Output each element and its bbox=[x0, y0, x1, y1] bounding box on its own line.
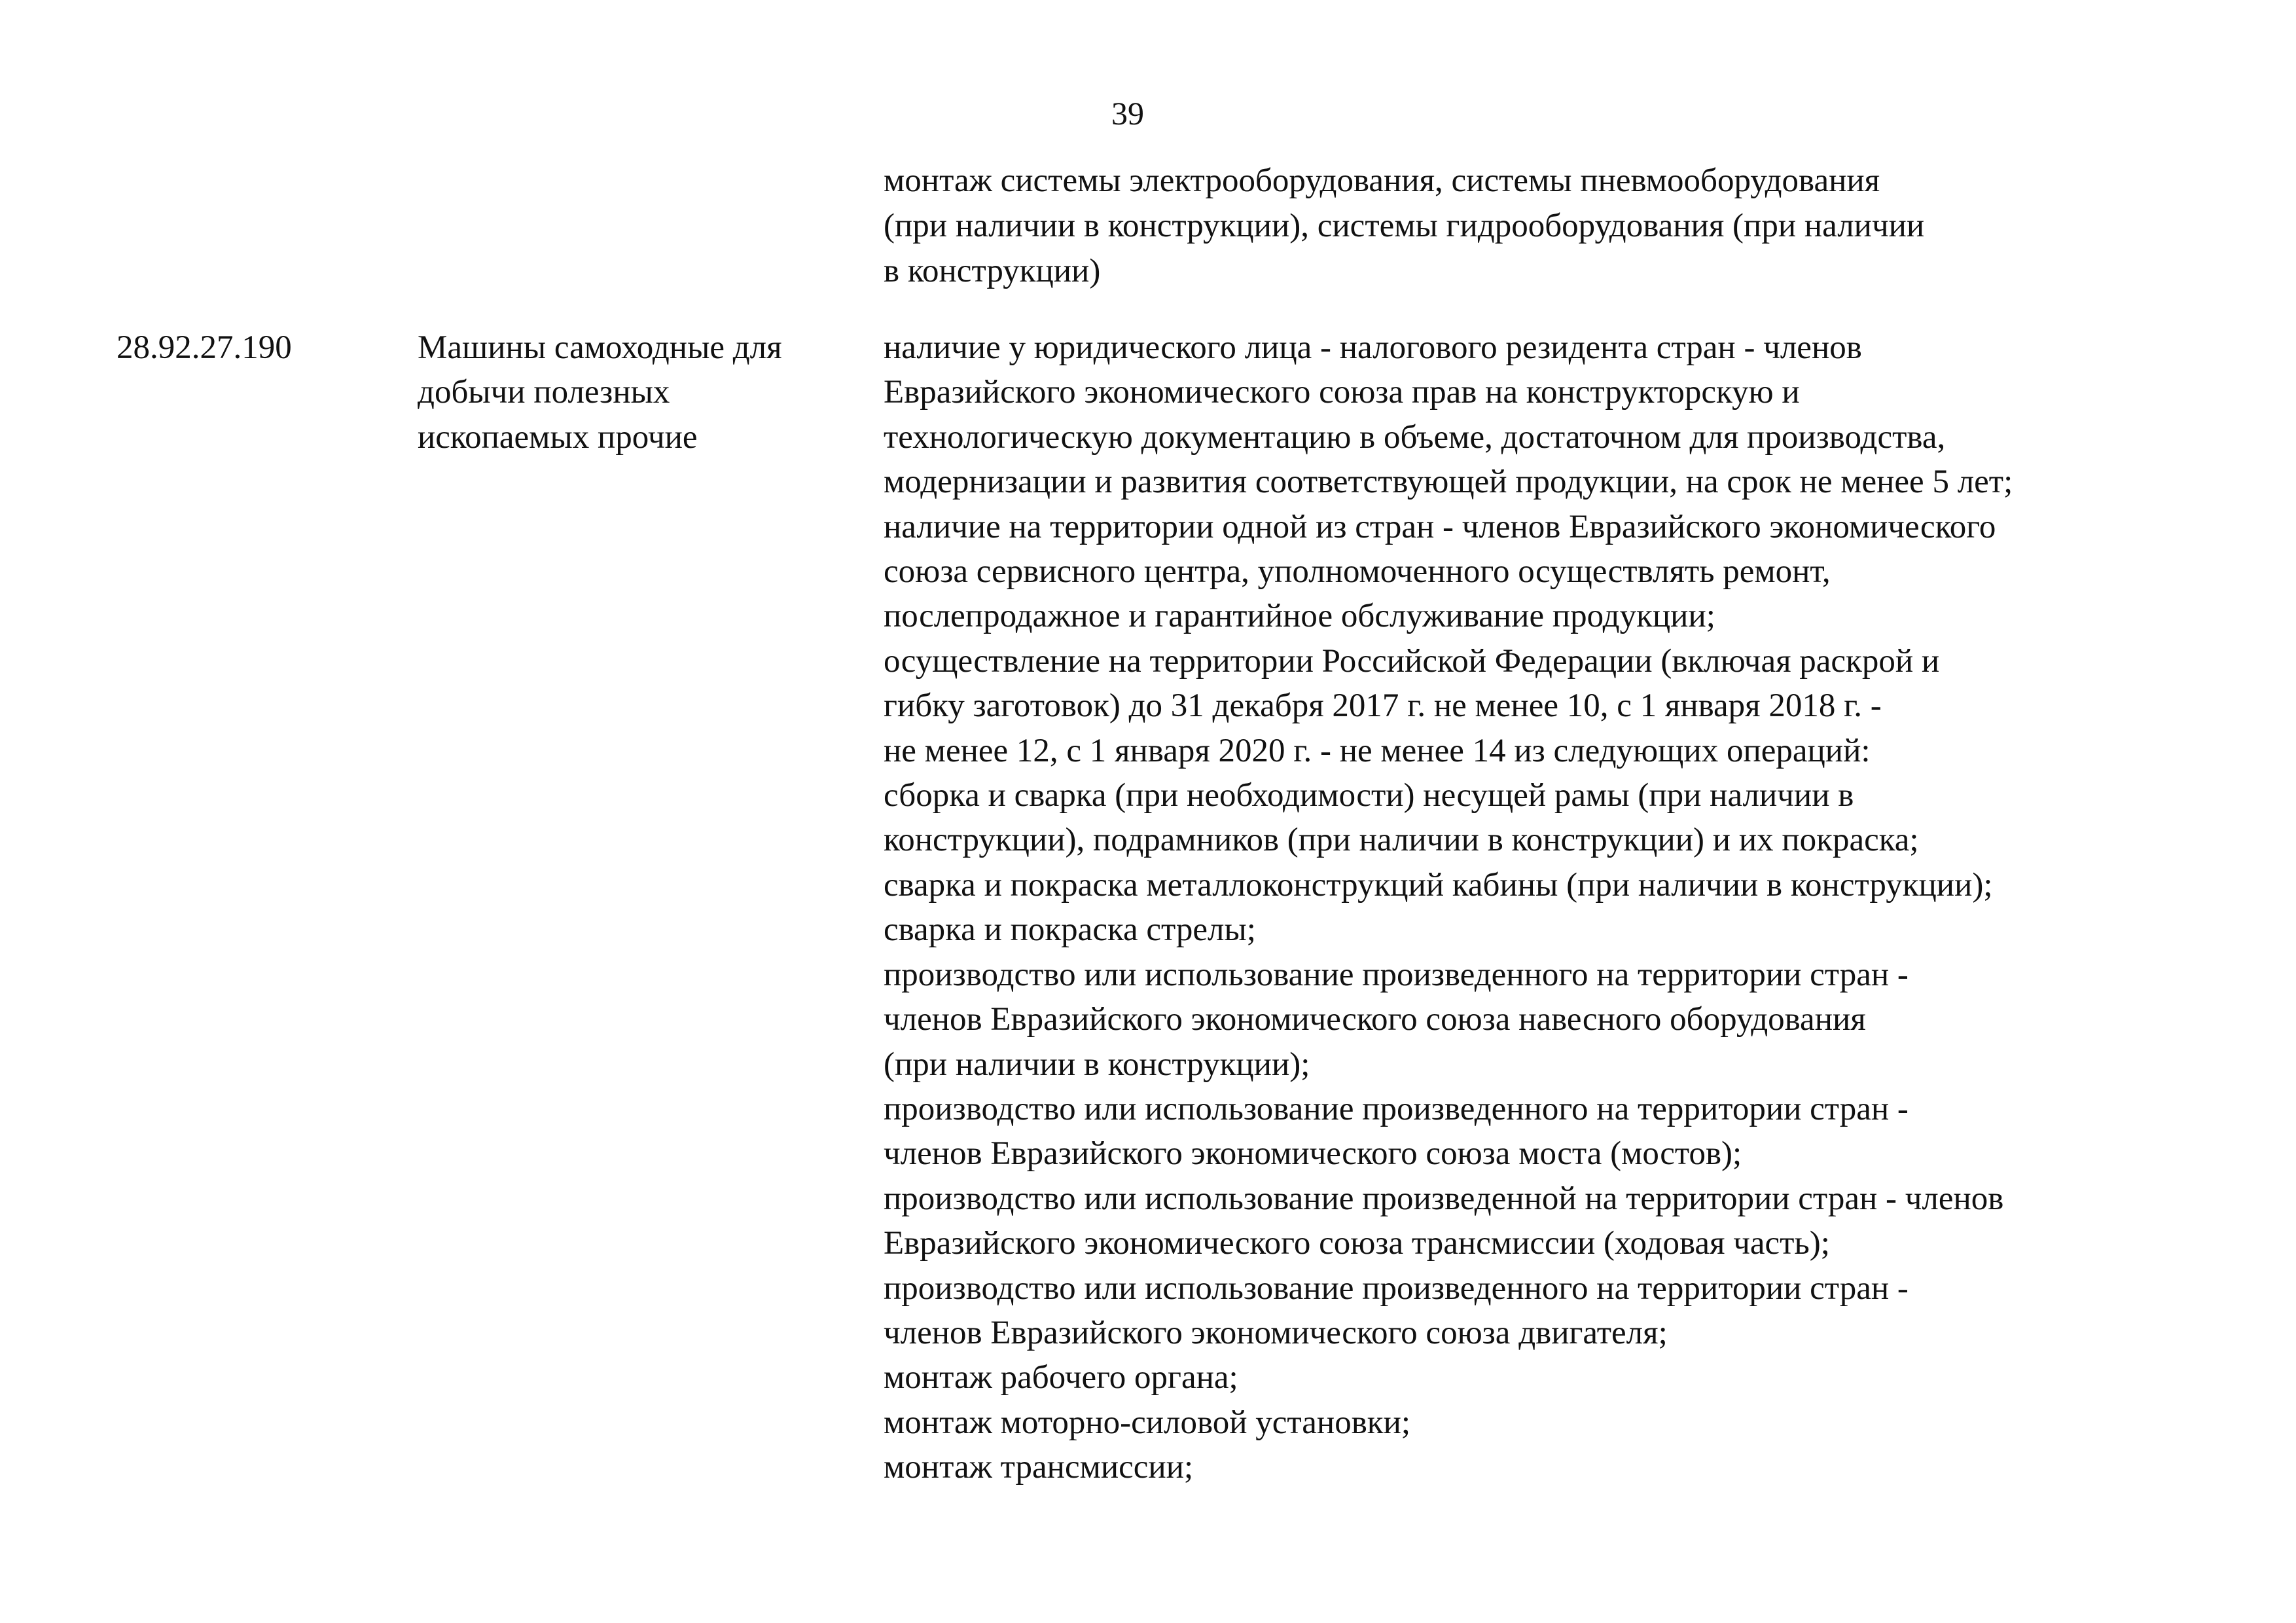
requirement-line: монтаж системы электрооборудования, системы пневмооборудования bbox=[884, 162, 1880, 199]
requirement-line: Евразийского экономического союза трансмиссии (ходовая часть); bbox=[884, 1225, 1830, 1262]
requirement-line: членов Евразийского экономического союза моста (мостов); bbox=[884, 1135, 1742, 1173]
requirement-line: не менее 12, с 1 января 2020 г. - не менее 14 из следующих операций: bbox=[884, 732, 1871, 769]
requirement-line: модернизации и развития соответствующей продукции, на срок не менее 5 лет; bbox=[884, 464, 2013, 501]
requirement-line: наличие у юридического лица - налогового резидента стран - членов bbox=[884, 329, 1862, 366]
requirement-line: производство или использование произведенного на территории стран - bbox=[884, 1269, 1909, 1307]
requirement-line: технологическую документацию в объеме, достаточном для производства, bbox=[884, 418, 1946, 456]
okpd2-code: 28.92.27.190 bbox=[117, 329, 292, 366]
requirement-line: послепродажное и гарантийное обслуживание продукции; bbox=[884, 598, 1715, 635]
page-number: 39 bbox=[1111, 95, 1144, 132]
requirements bbox=[884, 325, 2013, 1490]
requirement-line: производство или использование произведенной на территории стран - членов bbox=[884, 1180, 2004, 1217]
requirement-line: в конструкции) bbox=[884, 253, 1101, 289]
product-name bbox=[418, 325, 782, 460]
requirement-line: наличие на территории одной из стран - членов Евразийского экономического bbox=[884, 508, 1996, 545]
product-name-line: добычи полезных bbox=[418, 374, 670, 411]
requirement-line: сварка и покраска стрелы; bbox=[884, 911, 1256, 949]
requirement-line: гибку заготовок) до 31 декабря 2017 г. не менее 10, с 1 января 2018 г. - bbox=[884, 687, 1882, 725]
requirement-line: производство или использование произведенного на территории стран - bbox=[884, 956, 1909, 993]
requirement-line: (при наличии в конструкции), системы гидрооборудования (при наличии bbox=[884, 208, 1925, 244]
requirement-line: союза сервисного центра, уполномоченного осуществлять ремонт, bbox=[884, 553, 1831, 591]
product-name-line: Машины самоходные для bbox=[418, 329, 782, 366]
requirement-line: конструкции), подрамников (при наличии в конструкции) и их покраска; bbox=[884, 822, 1919, 859]
requirement-line: осуществление на территории Российской Федерации (включая раскрой и bbox=[884, 642, 1940, 680]
requirement-line: сварка и покраска металлоконструкций кабины (при наличии в конструкции); bbox=[884, 866, 1993, 903]
requirement-line: сборка и сварка (при необходимости) несущей рамы (при наличии в bbox=[884, 777, 1854, 814]
requirement-line: членов Евразийского экономического союза навесного оборудования bbox=[884, 1001, 1866, 1038]
requirement-line: членов Евразийского экономического союза двигателя; bbox=[884, 1314, 1668, 1351]
requirement-line: монтаж рабочего органа; bbox=[884, 1359, 1238, 1396]
requirement-line: Евразийского экономического союза прав на конструкторскую и bbox=[884, 374, 1800, 411]
requirement-line: монтаж моторно-силовой установки; bbox=[884, 1404, 1411, 1441]
product-name-line: ископаемых прочие bbox=[418, 418, 698, 456]
requirement-line: (при наличии в конструкции); bbox=[884, 1046, 1310, 1083]
continued-requirements bbox=[884, 158, 1924, 294]
requirement-line: производство или использование произведенного на территории стран - bbox=[884, 1090, 1909, 1127]
requirement-line: монтаж трансмиссии; bbox=[884, 1449, 1194, 1486]
